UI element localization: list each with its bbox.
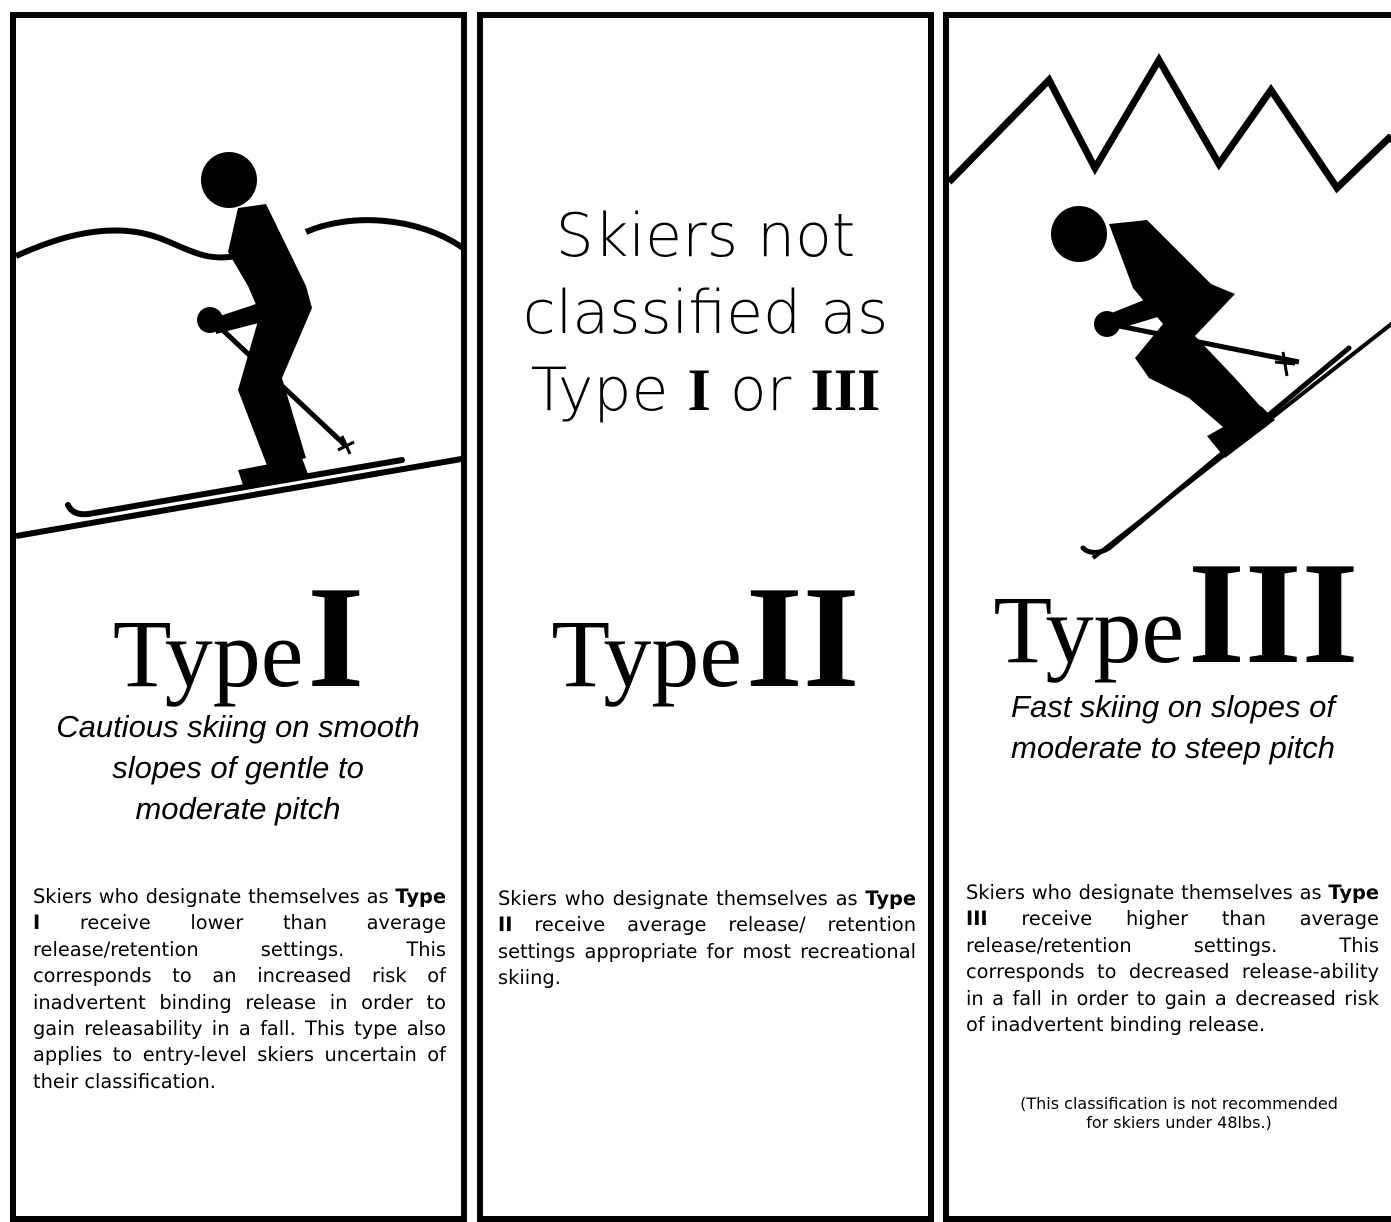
type-word: Type xyxy=(112,600,304,707)
heading-line: classified as xyxy=(522,278,889,348)
type-1-subtitle xyxy=(28,706,448,829)
heading-line: Skiers not xyxy=(555,201,856,271)
type-2-panel xyxy=(477,12,934,1222)
type-2-heading xyxy=(483,198,928,429)
note-line: (This classification is not recommended xyxy=(1020,1094,1338,1113)
type-3-title xyxy=(949,532,1391,694)
type-2-description: Skiers who designate themselves as Type II receive average release/ retention settings appropriate for most recreational skiing. xyxy=(498,887,916,990)
subtitle-line: moderate pitch xyxy=(135,791,341,826)
mountain-range-icon xyxy=(949,60,1391,188)
type-1-description: Skiers who designate themselves as Type I receive lower than average release/retention settings. This corresponds to an increased risk of inadvertent binding release in order to gain releasability in a fall. This type also applies to entry-level skiers uncertain of their classification. xyxy=(33,885,446,1093)
subtitle-line: moderate to steep pitch xyxy=(1011,730,1335,765)
type-3-subtitle xyxy=(963,686,1383,768)
type-1-title xyxy=(16,556,461,718)
type-2-bold-label: Type II xyxy=(498,887,916,937)
type-3-bold-label: Type III xyxy=(966,881,1379,931)
type-numeral: I xyxy=(307,556,365,718)
type-3-description: Skiers who designate themselves as Type III receive higher than average release/retention settings. This corresponds to decreased release-ability in a fall in order to gain a decreased risk of inadvertent binding release. xyxy=(966,881,1379,1037)
type-3-panel xyxy=(943,12,1391,1222)
subtitle-line: Cautious skiing on smooth xyxy=(56,709,420,744)
subtitle-line: slopes of gentle to xyxy=(112,750,364,785)
type-1-bold-label: Type I xyxy=(33,885,446,935)
skier-steep-slope-icon xyxy=(949,18,1391,578)
type-word: Type xyxy=(551,600,742,707)
type-1-panel xyxy=(10,12,467,1222)
note-line: for skiers under 48lbs.) xyxy=(1086,1113,1272,1132)
type-numeral: III xyxy=(1188,532,1359,694)
heading-line: Type I or III xyxy=(530,355,881,425)
skier-gentle-slope-icon xyxy=(16,18,467,558)
subtitle-line: Fast skiing on slopes of xyxy=(1011,689,1335,724)
type-word: Type xyxy=(993,576,1185,683)
type-2-title xyxy=(483,556,928,718)
type-numeral: II xyxy=(745,556,860,718)
age-weight-note xyxy=(969,1094,1389,1132)
